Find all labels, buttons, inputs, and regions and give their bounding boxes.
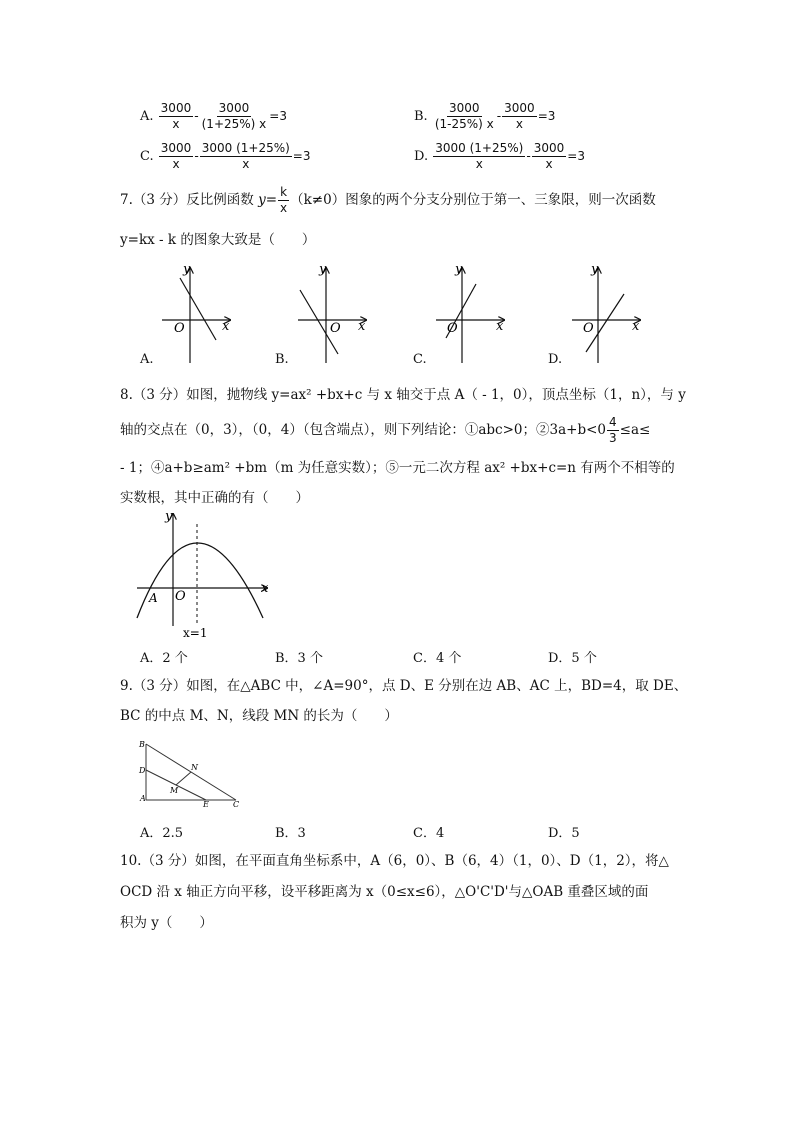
q7-option-c[interactable]: C. — [413, 352, 427, 367]
q8-line2-text: 轴的交点在（0，3），（0，4）（包含端点），则下列结论：①abc>0；②3a+b<0 — [120, 422, 606, 439]
point-a-label: A — [149, 591, 158, 605]
y-axis-label: y — [591, 262, 599, 277]
q9-option-b[interactable]: B．3 — [275, 826, 306, 841]
q8-option-b[interactable]: B．3 个 — [275, 651, 323, 666]
q8-option-d[interactable]: D．5 个 — [548, 651, 597, 666]
q6-option-c[interactable] — [140, 142, 311, 171]
fraction — [159, 142, 194, 171]
y-axis-label: y — [455, 262, 463, 277]
q7-y-eq: y= — [258, 192, 278, 209]
q7-option-d[interactable]: D. — [548, 352, 563, 367]
q6-option-b[interactable] — [414, 102, 555, 131]
numerator: 3000 — [217, 102, 252, 117]
fraction — [607, 416, 619, 445]
denominator: x — [172, 157, 180, 172]
denominator: x — [475, 157, 483, 172]
q7-option-a[interactable]: A. — [140, 352, 154, 367]
equals: =3 — [567, 149, 585, 164]
fraction — [502, 102, 537, 131]
equals: =3 — [292, 149, 311, 164]
operator: - — [526, 149, 531, 165]
q10-stem-line2: OCD 沿 x 轴正方向平移，设平移距离为 x（0≤x≤6），△O'C'D'与△OAB 重叠区域的面 — [120, 884, 649, 900]
y-axis-label: y — [165, 509, 173, 524]
y-axis-label: y — [319, 262, 327, 277]
label-c: C — [233, 800, 240, 808]
symmetry-label: x=1 — [183, 626, 208, 640]
numerator: 3000 — [447, 102, 482, 117]
fraction — [200, 102, 269, 131]
graph-b — [298, 268, 366, 363]
fraction — [532, 142, 567, 171]
parabola — [137, 543, 263, 618]
q8-stem-line2 — [120, 416, 650, 445]
graph-d — [572, 268, 640, 363]
denominator: x — [280, 201, 288, 216]
operator: - — [194, 149, 199, 165]
q8-stem-line3: - 1；④a+b≥am² +bm（m 为任意实数）；⑤一元二次方程 ax² +bx+c=n 有两个不相等的 — [120, 460, 675, 476]
option-label: C. — [140, 149, 154, 165]
q9-option-d[interactable]: D．5 — [548, 826, 580, 841]
numerator: 3000 — [159, 102, 194, 117]
q7-graphs — [150, 258, 710, 370]
triangle-lines — [146, 744, 236, 800]
origin-label: O — [583, 321, 594, 336]
equals: =3 — [537, 109, 556, 124]
q8-parabola-graph — [135, 508, 285, 640]
numerator: k — [278, 186, 289, 201]
q9-stem-line1: 9.（3 分）如图，在△ABC 中，∠A=90°，点 D、E 分别在边 AB、AC 上，BD=4，取 DE、 — [120, 678, 688, 694]
fraction — [200, 142, 292, 171]
q6-option-a[interactable] — [140, 102, 287, 131]
fraction — [433, 102, 496, 131]
q10-stem-line3: 积为 y（ ） — [120, 915, 213, 931]
q7-stem-line2: y=kx - k 的图象大致是（ ） — [120, 232, 316, 248]
numerator: 4 — [607, 416, 619, 431]
denominator: x — [172, 117, 180, 132]
numerator: 3000 (1+25%) — [200, 142, 292, 157]
x-axis-label: x — [632, 319, 640, 334]
operator: - — [496, 109, 502, 125]
denominator: x — [515, 117, 523, 132]
label-d: D — [139, 766, 146, 775]
q9-option-a[interactable]: A．2.5 — [140, 826, 184, 841]
q9-stem-line2: BC 的中点 M、N，线段 MN 的长为（ ） — [120, 708, 398, 724]
graph-a — [162, 268, 230, 363]
q7-option-b[interactable]: B. — [275, 352, 289, 367]
x-axis-label: x — [358, 319, 366, 334]
denominator: x — [545, 157, 553, 172]
x-axis-label: x — [222, 319, 230, 334]
q7-stem-line1 — [120, 186, 656, 215]
label-a: A — [140, 794, 146, 803]
equals: =3 — [269, 109, 287, 124]
origin-label: O — [175, 589, 186, 604]
q8-stem-line1: 8.（3 分）如图，抛物线 y=ax² +bx+c 与 x 轴交于点 A（ - 1，0），顶点坐标（1，n），与 y — [120, 387, 686, 403]
denominator: (1-25%) x — [434, 117, 494, 132]
option-label: B. — [414, 109, 428, 125]
graph-c — [436, 268, 504, 363]
q7-condition: （k≠0）图象的两个分支分别位于第一、三象限，则一次函数 — [290, 192, 656, 209]
fraction — [433, 142, 525, 171]
q8-stem-line4: 实数根，其中正确的有（ ） — [120, 490, 309, 506]
q10-stem-line1: 10.（3 分）如图，在平面直角坐标系中，A（6，0）、B（6，4）（1，0）、D（1，2），将△ — [120, 853, 669, 869]
x-axis-label: x — [496, 319, 504, 334]
q8-line2-tail: ≤a≤ — [619, 422, 651, 439]
option-label: A. — [140, 109, 154, 125]
label-b: B — [139, 740, 145, 749]
origin-label: O — [330, 321, 341, 336]
numerator: 3000 (1+25%) — [433, 142, 525, 157]
fraction — [159, 102, 194, 131]
q9-triangle-figure — [136, 738, 246, 808]
q8-option-a[interactable]: A．2 个 — [140, 651, 188, 666]
label-m: M — [170, 786, 179, 795]
denominator: 3 — [609, 431, 617, 446]
q8-option-c[interactable]: C．4 个 — [413, 651, 462, 666]
x-axis-label: x — [261, 581, 269, 596]
numerator: 3000 — [159, 142, 194, 157]
label-e: E — [203, 800, 209, 808]
origin-label: O — [174, 321, 185, 336]
fraction — [278, 186, 289, 215]
y-axis-label: y — [183, 262, 191, 277]
q6-option-d[interactable] — [414, 142, 585, 171]
q9-option-c[interactable]: C．4 — [413, 826, 445, 841]
numerator: 3000 — [532, 142, 567, 157]
numerator: 3000 — [502, 102, 537, 117]
q7-prefix: 7.（3 分）反比例函数 — [120, 192, 259, 209]
operator: - — [194, 109, 199, 125]
option-label: D. — [414, 149, 429, 165]
denominator: x — [242, 157, 250, 172]
origin-label: O — [447, 321, 458, 336]
label-n: N — [191, 763, 198, 772]
denominator: (1+25%) x — [201, 117, 267, 132]
